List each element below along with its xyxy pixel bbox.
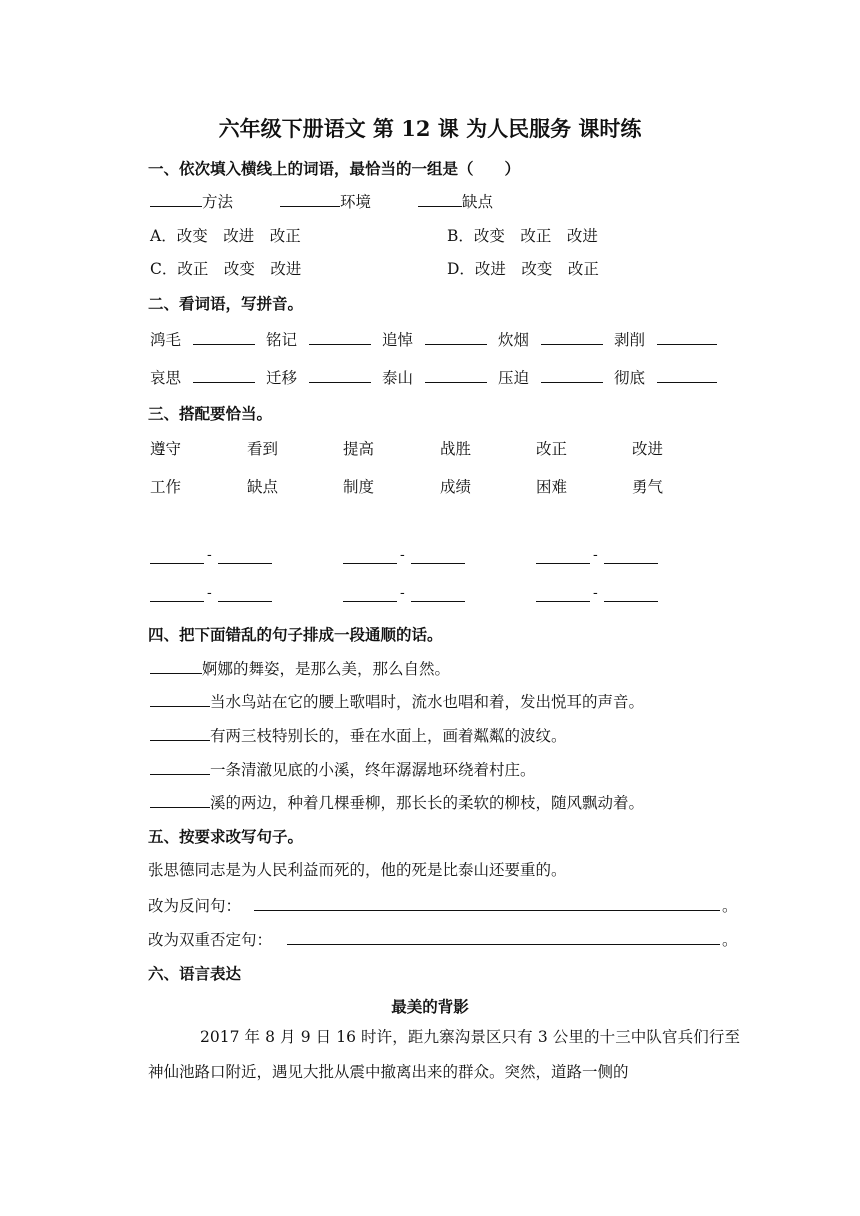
pinyin-word: 追悼: [382, 331, 414, 349]
q1-item-2: 环境: [280, 190, 371, 212]
page-title: 六年级下册语文 第 12 课 为人民服务 课时练: [218, 116, 642, 141]
pair-dash: -: [207, 547, 212, 563]
q5-sentence: 张思德同志是为人民利益而死的，他的死是比泰山还要重的。: [148, 861, 567, 879]
pinyin-word: 铭记: [266, 331, 298, 349]
match-word: 看到: [247, 440, 279, 458]
match-word: 提高: [343, 440, 375, 458]
end-mark: 。: [722, 931, 738, 949]
answer-blank[interactable]: [150, 659, 202, 674]
sentence-item: 当水鸟站在它的腰上歌唱时，流水也唱和着，发出悦耳的声音。: [150, 690, 644, 712]
answer-blank[interactable]: [150, 760, 210, 775]
pair-dash: -: [207, 585, 212, 601]
q2-heading: 二、看词语，写拼音。: [148, 294, 304, 313]
end-mark: 。: [722, 897, 738, 915]
passage-text: 2017 年 8 月 9 日 16 时许，距九寨沟景区只有 3 公里的十三中队官兵们行至神仙池路口附近，遇见大批从震中撤离出来的群众。突然，道路一侧的: [148, 1028, 740, 1081]
q1-item-1: 方法: [150, 190, 233, 212]
answer-blank[interactable]: [541, 382, 603, 383]
q1-option-d: D．改进 改变 改正: [447, 260, 599, 278]
match-word: 制度: [343, 478, 375, 496]
match-word: 改正: [536, 440, 568, 458]
rewrite-label-1: 改为反问句：: [148, 897, 242, 915]
answer-blank[interactable]: [604, 563, 658, 564]
answer-blank[interactable]: [150, 692, 210, 707]
sentence-item: 溪的两边，种着几棵垂柳，那长长的柔软的柳枝，随风飘动着。: [150, 791, 644, 813]
match-word: 勇气: [632, 478, 664, 496]
answer-blank[interactable]: [541, 344, 603, 345]
pinyin-word: 迁移: [266, 369, 298, 387]
answer-blank[interactable]: [150, 793, 210, 808]
pair-dash: -: [400, 585, 405, 601]
answer-blank[interactable]: [657, 344, 717, 345]
answer-blank[interactable]: [425, 382, 487, 383]
answer-blank[interactable]: [604, 601, 658, 602]
answer-blank[interactable]: [218, 563, 272, 564]
sentence-item: 有两三枝特别长的，垂在水面上，画着粼粼的波纹。: [150, 724, 567, 746]
answer-line[interactable]: [287, 944, 720, 945]
sentence-item: 婀娜的舞姿，是那么美，那么自然。: [150, 657, 450, 679]
answer-blank[interactable]: [536, 563, 590, 564]
pinyin-word: 泰山: [382, 369, 414, 387]
q1-item-3: 缺点: [418, 190, 493, 212]
pair-dash: -: [400, 547, 405, 563]
sentence-item: 一条清澈见底的小溪，终年潺潺地环绕着村庄。: [150, 758, 536, 780]
pinyin-word: 压迫: [498, 369, 530, 387]
q1-option-b: B．改变 改正 改进: [447, 227, 598, 245]
match-word: 缺点: [247, 478, 279, 496]
q1-option-a: A．改变 改进 改正: [150, 227, 301, 245]
q3-heading: 三、搭配要恰当。: [148, 404, 273, 423]
answer-blank[interactable]: [280, 192, 340, 207]
pinyin-word: 炊烟: [498, 331, 530, 349]
answer-blank[interactable]: [150, 563, 204, 564]
match-word: 遵守: [150, 440, 182, 458]
rewrite-label-2: 改为双重否定句：: [148, 931, 273, 949]
pinyin-word: 彻底: [614, 369, 646, 387]
passage-title: 最美的背影: [391, 997, 469, 1016]
answer-blank[interactable]: [150, 726, 210, 741]
answer-blank[interactable]: [536, 601, 590, 602]
match-word: 困难: [536, 478, 568, 496]
q1-option-c: C．改正 改变 改进: [150, 260, 302, 278]
answer-blank[interactable]: [150, 192, 202, 207]
pinyin-word: 鸿毛: [150, 331, 182, 349]
q1-heading: 一、依次填入横线上的词语，最恰当的一组是（ ）: [148, 159, 521, 178]
answer-blank[interactable]: [657, 382, 717, 383]
q6-heading: 六、语言表达: [148, 964, 242, 983]
match-word: 改进: [632, 440, 664, 458]
pair-dash: -: [593, 585, 598, 601]
q4-heading: 四、把下面错乱的句子排成一段通顺的话。: [148, 625, 443, 644]
match-word: 工作: [150, 478, 182, 496]
match-word: 成绩: [440, 478, 472, 496]
answer-blank[interactable]: [411, 601, 465, 602]
answer-blank[interactable]: [418, 192, 462, 207]
answer-blank[interactable]: [193, 382, 255, 383]
answer-blank[interactable]: [193, 344, 255, 345]
pinyin-word: 剥削: [614, 331, 646, 349]
answer-blank[interactable]: [425, 344, 487, 345]
answer-blank[interactable]: [218, 601, 272, 602]
q5-heading: 五、按要求改写句子。: [148, 827, 304, 846]
answer-blank[interactable]: [309, 344, 371, 345]
match-word: 战胜: [440, 440, 472, 458]
answer-blank[interactable]: [150, 601, 204, 602]
answer-blank[interactable]: [411, 563, 465, 564]
answer-blank[interactable]: [343, 563, 397, 564]
answer-line[interactable]: [254, 910, 720, 911]
answer-blank[interactable]: [343, 601, 397, 602]
pinyin-word: 哀思: [150, 369, 182, 387]
answer-blank[interactable]: [309, 382, 371, 383]
pair-dash: -: [593, 547, 598, 563]
